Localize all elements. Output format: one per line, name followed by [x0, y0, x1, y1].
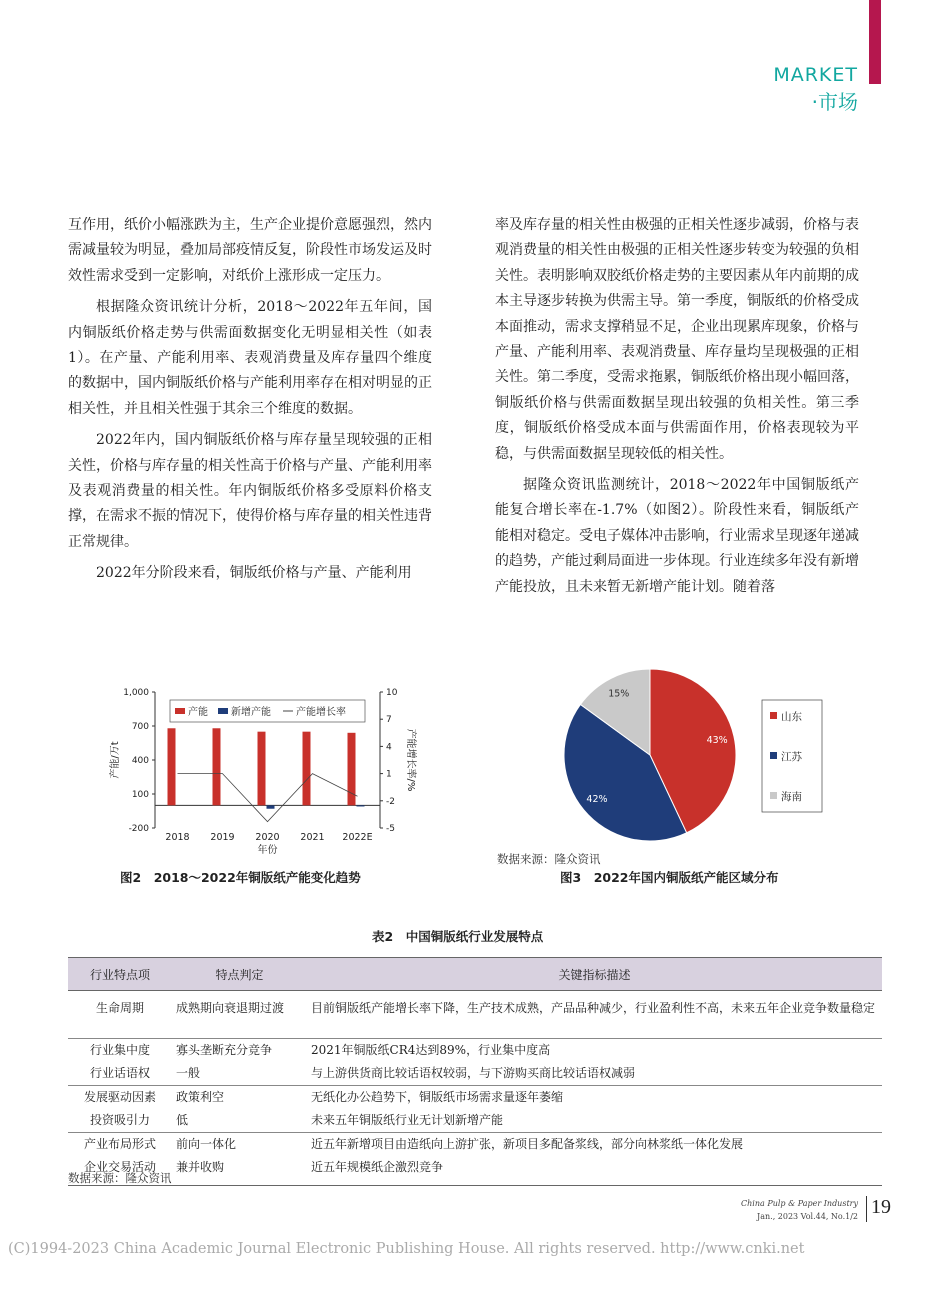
growth-rate-line — [178, 774, 358, 822]
table-row — [68, 1086, 882, 1110]
new-capacity-bar — [267, 805, 275, 808]
figure-2-caption: 图2 2018～2022年铜版纸产能变化趋势 — [120, 870, 361, 885]
table-cell: 近五年新增项目由造纸向上游扩张，新项目多配备浆线，部分向林浆纸一体化发展 — [307, 1133, 882, 1157]
table-cell: 无纸化办公趋势下，铜版纸市场需求量逐年萎缩 — [307, 1086, 882, 1110]
left-column — [68, 213, 432, 593]
y-tick-label: 100 — [131, 790, 149, 800]
legend-swatch-capacity — [175, 708, 185, 714]
y-tick-label: -200 — [128, 824, 149, 834]
table-cell: 2021年铜版纸CR4达到89%，行业集中度高 — [307, 1039, 882, 1063]
journal-name: China Pulp & Paper Industry — [741, 1199, 858, 1208]
journal-issue: Jan., 2023 Vol.44, No.1/2 — [757, 1212, 858, 1221]
capacity-bar — [303, 732, 311, 806]
table-cell: 寡头垄断充分竞争 — [172, 1039, 307, 1063]
paragraph: 据隆众资讯监测统计，2018～2022年中国铜版纸产能复合增长率在-1.7%（如图2）。阶段性来看，铜版纸产能相对稳定。受电子媒体冲击影响，行业需求呈现逐年递减的趋势，产能过剩局面进一步体现。行业连续多年没有新增产能投放，且未来暂无新增产能计划。随着落 — [495, 477, 859, 595]
table-cell: 与上游供货商比较话语权较弱，与下游购买商比较话语权减弱 — [311, 1066, 636, 1080]
table-cell: 产业布局形式 — [68, 1133, 172, 1157]
column-header: 特点判定 — [172, 958, 307, 991]
y2-tick-label: 10 — [386, 688, 398, 698]
figure-3-caption: 图3 2022年国内铜版纸产能区域分布 — [560, 870, 779, 885]
x-tick-label: 2022E — [342, 832, 373, 843]
pie-slice-label: 15% — [608, 688, 630, 700]
table-cell: 目前铜版纸产能增长率下降，生产技术成熟，产品品种减少，行业盈利性不高，未来五年企业竞争数量稳定 — [311, 1001, 876, 1015]
table-cell: 近五年规模纸企激烈竞争 — [307, 1156, 882, 1186]
column-header: 行业特点项 — [68, 958, 172, 991]
section-title-en: MARKET — [773, 64, 858, 86]
legend-label: 海南 — [781, 791, 802, 803]
legend-swatch — [770, 792, 777, 799]
x-tick-label: 2019 — [210, 832, 235, 843]
table-row — [68, 1133, 882, 1157]
table-cell: 行业集中度 — [68, 1039, 172, 1063]
table-cell: 一般 — [176, 1066, 201, 1080]
legend-swatch — [770, 752, 777, 759]
capacity-bar — [258, 732, 266, 806]
legend-label: 新增产能 — [231, 707, 271, 718]
table-cell: 行业话语权 — [89, 1066, 150, 1080]
table-cell: 企业交易活动 — [68, 1156, 172, 1186]
legend-swatch — [770, 712, 777, 719]
y2-tick-label: 4 — [386, 742, 392, 753]
industry-features-table — [68, 957, 882, 1186]
paragraph: 率及库存量的相关性由极强的正相关性逐步减弱，价格与表观消费量的相关性由极强的正相关性逐步转变为较强的负相关性。表明影响双胶纸价格走势的主要因素从年内前期的成本主导逐步转换为供需主导。第一季度，铜版纸的价格受成本面推动，需求支撑稍显不足，企业出现累库现象，价格与产量、产能利用率、表观消费量、库存量均呈现极强的正相关性。第二季度，受需求拖累，铜版纸价格出现小幅回落，铜版纸价格与供需面数据呈现出较强的负相关性。第三季度，铜版纸价格受成本面与供需面作用，价格表现较为平稳，与供需面数据呈现较低的相关性。 — [495, 217, 859, 462]
table-row — [68, 1156, 882, 1186]
table-cell: 生命周期 — [95, 1001, 144, 1015]
y-tick-label: 700 — [131, 722, 149, 732]
x-tick-label: 2021 — [300, 832, 325, 843]
y2-tick-label: -2 — [386, 796, 395, 807]
paragraph: 2022年内，国内铜版纸价格与库存量呈现较强的正相关性，价格与库存量的相关性高于价格与产量、产能利用率及表观消费量的相关性。年内铜版纸价格多受原料价格支撑，在需求不振的情况下，使得价格与库存量的相关性违背正常规律。 — [68, 432, 432, 550]
regional-distribution-pie — [540, 660, 870, 860]
pie-slice-label: 42% — [586, 793, 608, 805]
legend-label: 产能增长率 — [296, 707, 346, 718]
capacity-bar — [213, 728, 221, 805]
page-number: 19 — [871, 1196, 891, 1218]
legend-swatch-new-capacity — [218, 708, 228, 714]
table-cell: 兼并收购 — [172, 1156, 307, 1186]
table-row — [68, 1039, 882, 1063]
section-header — [773, 64, 858, 115]
table-cell: 发展驱动因素 — [68, 1086, 172, 1110]
table-2-source: 数据来源：隆众资讯 — [68, 1171, 172, 1185]
section-title-cn: ·市场 — [811, 90, 858, 114]
pie-slice-label: 43% — [706, 734, 728, 746]
legend-label: 山东 — [781, 711, 802, 723]
table-cell: 政策利空 — [172, 1086, 307, 1110]
table-2-title: 表2 中国铜版纸行业发展特点 — [372, 929, 544, 944]
header-accent-bar — [869, 0, 881, 84]
legend-label: 产能 — [188, 707, 208, 718]
footer-divider — [866, 1196, 867, 1222]
y2-axis-label: 产能增长率/% — [405, 728, 416, 792]
table-row — [68, 1109, 882, 1133]
column-header: 关键指标描述 — [307, 958, 882, 991]
table-row — [68, 1062, 882, 1086]
x-tick-label: 2020 — [255, 832, 280, 843]
paragraph: 互作用，纸价小幅涨跌为主，生产企业提价意愿强烈，然内需减量较为明显，叠加局部疫情反复，阶段性市场发运及时效性需求受到一定影响，对纸价上涨形成一定压力。 — [68, 217, 432, 284]
figure-3-source: 数据来源：隆众资讯 — [497, 852, 601, 866]
table-header-row — [68, 958, 882, 991]
x-axis-label: 年份 — [257, 845, 278, 856]
y-axis-label: 产能/万t — [110, 741, 121, 779]
y2-tick-label: 1 — [386, 769, 392, 780]
table-cell: 低 — [176, 1113, 189, 1127]
new-capacity-bar — [357, 805, 365, 806]
paragraph: 2022年分阶段来看，铜版纸价格与产量、产能利用 — [96, 565, 412, 582]
capacity-trend-chart — [100, 680, 420, 860]
paragraph: 根据隆众资讯统计分析，2018～2022年五年间，国内铜版纸价格走势与供需面数据变化无明显相关性（如表1）。在产量、产能利用率、表观消费量及库存量四个维度的数据中，国内铜版纸价格与产能利用率存在相对明显的正相关性，并且相关性强于其余三个维度的数据。 — [68, 299, 432, 417]
capacity-bar — [168, 728, 176, 805]
table-cell: 前向一体化 — [172, 1133, 307, 1157]
table-cell: 投资吸引力 — [89, 1113, 150, 1127]
y-tick-label: 1,000 — [123, 688, 149, 698]
table-cell: 成熟期向衰退期过渡 — [176, 1001, 285, 1015]
y2-tick-label: 7 — [386, 715, 392, 726]
copyright-notice: (C)1994-2023 China Academic Journal Electronic Publishing House. All rights reserved. http://www.cnki.net — [8, 1241, 805, 1257]
legend-label: 江苏 — [781, 751, 802, 763]
table-cell: 未来五年铜版纸行业无计划新增产能 — [311, 1113, 504, 1127]
y2-tick-label: -5 — [386, 824, 395, 834]
x-tick-label: 2018 — [165, 832, 190, 843]
right-column — [495, 213, 859, 606]
y-tick-label: 400 — [131, 756, 149, 766]
table-row — [68, 991, 882, 1039]
